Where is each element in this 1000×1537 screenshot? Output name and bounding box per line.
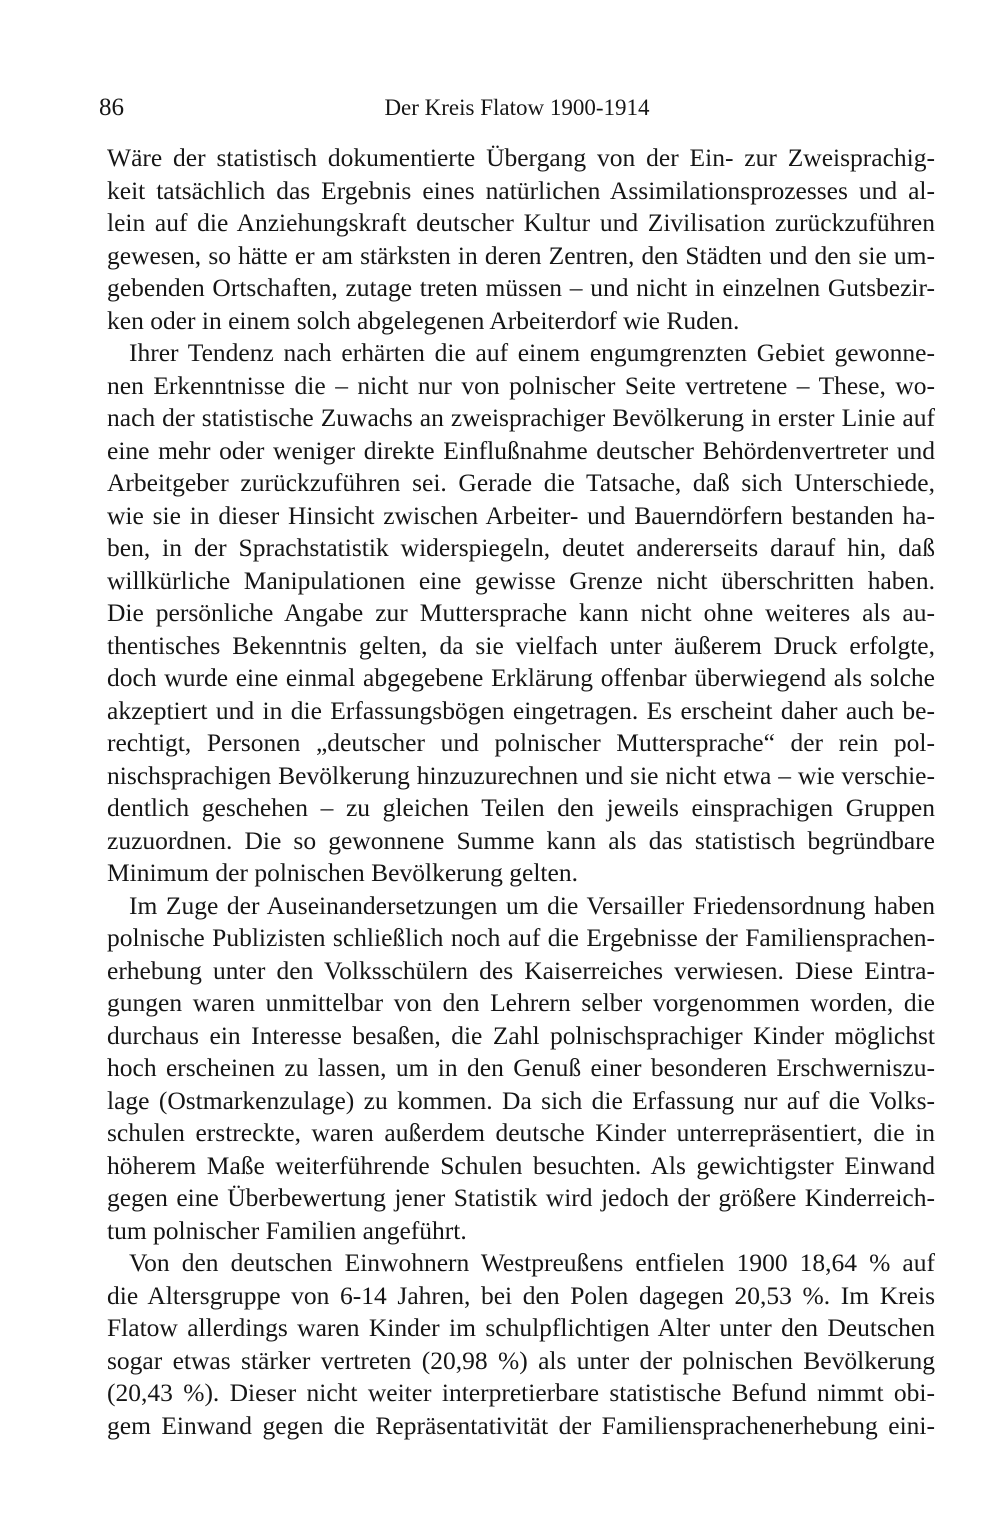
text-line: polnische Publizisten schließlich noch auf die Ergebnisse der Familiensprachen- [107,923,935,952]
text-line: gegen eine Überbewertung jener Statistik wird jedoch der größere Kinderreich- [107,1183,935,1212]
text-line: gungen waren unmittelbar von den Lehrern selber vorgenommen worden, die [107,988,935,1017]
text-line: Arbeitgeber zurückzuführen sei. Gerade die Tatsache, daß sich Unterschiede, [107,468,935,497]
text-line: rechtigt, Personen „deutscher und polnischer Muttersprache“ der rein pol- [107,728,935,757]
body-text [107,142,935,1442]
text-line: dentlich geschehen – zu gleichen Teilen den jeweils einsprachigen Gruppen [107,793,935,822]
text-line: Ihrer Tendenz nach erhärten die auf einem engumgrenzten Gebiet gewonne- [129,338,935,367]
text-line: tum polnischer Familien angeführt. [107,1215,467,1245]
text-line: lage (Ostmarkenzulage) zu kommen. Da sich die Erfassung nur auf die Volks- [107,1085,935,1115]
text-line: die Altersgruppe von 6-14 Jahren, bei den Polen dagegen 20,53 %. Im Kreis [107,1280,935,1310]
paragraph [107,142,935,337]
paragraph [107,1247,935,1442]
text-line: keit tatsächlich das Ergebnis eines natürlichen Assimilationsprozesses und al- [107,175,935,205]
text-line: erhebung unter den Volksschülern des Kaiserreiches verwiesen. Diese Eintra- [107,955,935,985]
text-line: nach der statistische Zuwachs an zweisprachiger Bevölkerung in erster Linie auf [107,403,935,432]
text-line: willkürliche Manipulationen eine gewisse Grenze nicht überschritten haben. [107,565,935,595]
paragraph [107,337,935,890]
running-title: Der Kreis Flatow 1900-1914 [384,95,650,120]
text-line: ben, in der Sprachstatistik widerspiegeln, deutet andererseits darauf hin, daß [107,533,935,562]
text-line: Flatow allerdings waren Kinder im schulpflichtigen Alter unter den Deutschen [107,1313,935,1342]
text-line: gewesen, so hätte er am stärksten in deren Zentren, den Städten und den sie um- [107,240,935,270]
text-line: nen Erkenntnisse die – nicht nur von polnischer Seite vertretene – These, wo- [107,370,935,400]
text-line: (20,43 %). Dieser nicht weiter interpretierbare statistische Befund nimmt obi- [107,1378,935,1407]
text-line: durchaus ein Interesse besaßen, die Zahl polnischsprachiger Kinder möglichst [107,1020,935,1050]
text-line: akzeptiert und in die Erfassungsbögen eingetragen. Es erscheint daher auch be- [107,695,935,725]
text-line: Wäre der statistisch dokumentierte Übergang von der Ein- zur Zweisprachig- [107,143,935,172]
text-line: thentisches Bekenntnis gelten, da sie vielfach unter äußerem Druck erfolgte, [107,630,935,660]
text-line: höherem Maße weiterführende Schulen besuchten. Als gewichtigster Einwand [107,1150,935,1180]
text-line: Minimum der polnischen Bevölkerung gelten. [107,858,578,887]
text-line: schulen erstreckte, waren außerdem deutsche Kinder unterrepräsentiert, die in [107,1118,935,1147]
text-line: wie sie in dieser Hinsicht zwischen Arbeiter- und Bauerndörfern bestanden ha- [107,500,935,530]
text-line: zuzuordnen. Die so gewonnene Summe kann als das statistisch begründbare [107,825,935,855]
text-line: hoch erscheinen zu lassen, um in den Genuß einer besonderen Erschwerniszu- [107,1053,935,1082]
text-line: doch wurde eine einmal abgegebene Erklärung offenbar überwiegend als solche [107,663,935,692]
text-line: ken oder in einem solch abgelegenen Arbeiterdorf wie Ruden. [107,305,740,335]
text-line: nischsprachigen Bevölkerung hinzuzurechnen und sie nicht etwa – wie verschie- [107,760,935,790]
text-line: Die persönliche Angabe zur Muttersprache kann nicht ohne weiteres als au- [107,598,935,627]
page-number: 86 [99,94,124,121]
page-header [99,91,935,125]
text-line: gem Einwand gegen die Repräsentativität der Familiensprachenerhebung eini- [107,1410,935,1440]
paragraph [107,890,935,1248]
text-line: gebenden Ortschaften, zutage treten müssen – und nicht in einzelnen Gutsbezir- [107,273,935,302]
text-line: Von den deutschen Einwohnern Westpreußens entfielen 1900 18,64 % auf [129,1248,935,1277]
text-line: Im Zuge der Auseinandersetzungen um die Versailler Friedensordnung haben [129,890,935,920]
text-line: lein auf die Anziehungskraft deutscher Kultur und Zivilisation zurückzuführen [107,208,935,237]
text-line: eine mehr oder weniger direkte Einflußnahme deutscher Behördenvertreter und [107,435,935,465]
text-line: sogar etwas stärker vertreten (20,98 %) als unter der polnischen Bevölkerung [107,1345,935,1375]
